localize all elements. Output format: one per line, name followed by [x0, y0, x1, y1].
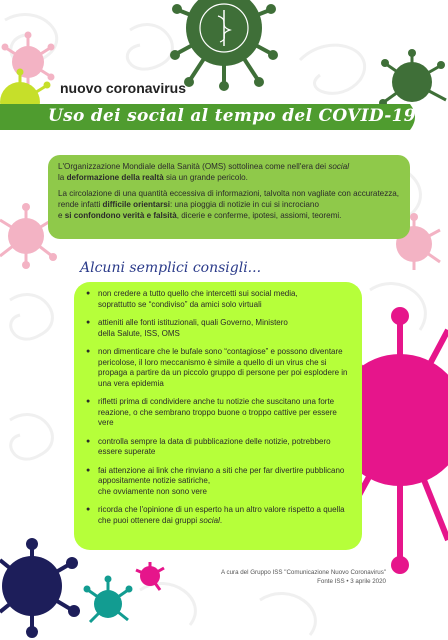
- tip-item: ● fai attenzione ai link che rinviano a siti che per far divertire pubblicano appositamente notizie satiriche, che ovviamente non sono vere: [84, 466, 352, 498]
- footer-credits: [221, 568, 386, 586]
- tip-item: ● non dimenticare che le bufale sono “contagiose” e possono diventare pericolose, il loro meccanismo è simile a quello di un virus che si propaga a partire da un piccolo gruppo di persone per poi esplodere in una vera epidemia: [84, 347, 352, 389]
- tip-item: ● controlla sempre la data di pubblicazione delle notizie, potrebbero essere superate: [84, 437, 352, 458]
- virus-darkgreen-right: [379, 49, 446, 107]
- virus-teal-bottom: [84, 576, 133, 623]
- virus-green-seal: [170, 0, 278, 91]
- virus-navy-bottom: [0, 538, 80, 638]
- kicker-label: nuovo coronavirus: [60, 80, 187, 96]
- intro-box: [48, 155, 410, 239]
- page-title: Uso dei social al tempo del COVID-19: [48, 106, 416, 126]
- intro-paragraph-1: L'Organizzazione Mondiale della Sanità (OMS) sottolinea come nell'era dei social la deformazione della realtà sia un grande pericolo.: [58, 162, 350, 182]
- tip-item: ● non credere a tutto quello che intercetti sui social media, soprattutto se “condiviso” da amici solo virtuali: [84, 289, 352, 310]
- footer-source-line: Fonte ISS • 3 aprile 2020: [317, 578, 386, 585]
- footer-credit-line: A cura del Gruppo ISS "Comunicazione Nuovo Coronavirus": [220, 569, 386, 576]
- tip-item: ● rifletti prima di condividere anche tu notizie che suscitano una forte reazione, o che sembrano troppo buone o troppo cattive per essere vere: [84, 397, 352, 429]
- tip-item: ● ricorda che l'opinione di un esperto ha un altro valore rispetto a quella che puoi ottenere dai gruppi social.: [84, 505, 352, 526]
- tips-box: [74, 282, 362, 550]
- virus-magenta-small: [136, 562, 164, 590]
- tips-list: [84, 289, 352, 526]
- intro-paragraph-2: La circolazione di una quantità eccessiva di informazioni, talvolta non vagliate con accuratezza, rende infatti difficile orientarsi: una pioggia di notizie in cui si incrociano e si confondono verità e falsità, dicerie e conferme, ipotesi, assiomi, teoremi.: [58, 189, 400, 220]
- virus-pink-topleft: [2, 32, 55, 87]
- tips-heading: Alcuni semplici consigli...: [80, 260, 262, 276]
- tip-item: ● attieniti alle fonti istituzionali, quali Governo, Ministero della Salute, ISS, OMS: [84, 318, 352, 339]
